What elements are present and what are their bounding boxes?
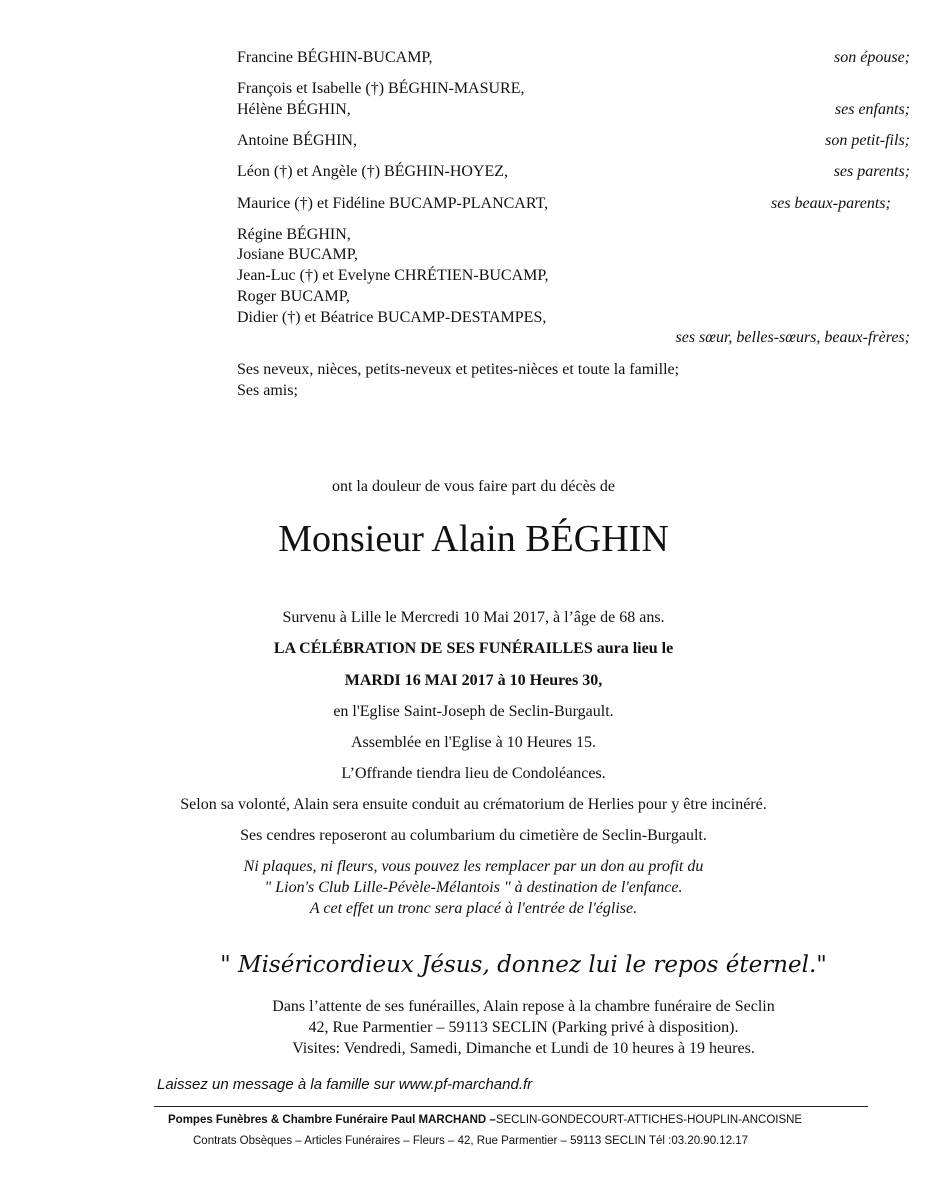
children-relation: ses enfants; xyxy=(834,101,910,118)
ceremony-title: LA CÉLÉBRATION DE SES FUNÉRAILLES aura lieu le xyxy=(273,640,674,657)
grandson-name: Antoine BÉGHIN, xyxy=(237,132,357,149)
in-laws-relation: ses beaux-parents; xyxy=(771,195,891,212)
children-line-1: François et Isabelle (†) BÉGHIN-MASURE, xyxy=(237,80,525,97)
grandson-relation: son petit-fils; xyxy=(825,132,910,149)
footer-divider xyxy=(154,1106,868,1107)
rest-line: Dans l’attente de ses funérailles, Alain repose à la chambre funéraire de Seclin xyxy=(272,998,775,1015)
sibling-line: Josiane BUCAMP, xyxy=(237,246,358,263)
company-name: Pompes Funèbres & Chambre Funéraire Paul MARCHAND – xyxy=(168,1114,496,1126)
children-line-2: Hélène BÉGHIN, xyxy=(237,101,351,118)
extended-family-line-2: Ses amis; xyxy=(237,382,298,399)
sibling-line: Roger BUCAMP, xyxy=(237,288,350,305)
ashes-note: Ses cendres reposeront au columbarium du cimetière de Seclin-Burgault. xyxy=(240,827,707,844)
siblings-relation: ses sœur, belles-sœurs, beaux-frères; xyxy=(675,329,910,346)
rest-line: 42, Rue Parmentier – 59113 SECLIN (Parking privé à disposition). xyxy=(308,1019,739,1036)
footer-company-line xyxy=(168,1114,802,1126)
donation-line: " Lion's Club Lille-Pévèle-Mélantois " à destination de l'enfance. xyxy=(264,879,683,896)
church-location: en l'Eglise Saint-Joseph de Seclin-Burgault. xyxy=(333,703,614,720)
cremation-note: Selon sa volonté, Alain sera ensuite conduit au crématorium de Herlies pour y être incinéré. xyxy=(180,796,767,813)
company-towns: SECLIN-GONDECOURT-ATTICHES-HOUPLIN-ANCOISNE xyxy=(495,1114,803,1126)
assembly-time: Assemblée en l'Eglise à 10 Heures 15. xyxy=(350,734,597,751)
spouse-relation: son épouse; xyxy=(834,49,910,66)
prayer-quote: " Miséricordieux Jésus, donnez lui le repos éternel." xyxy=(220,952,827,978)
in-laws-name: Maurice (†) et Fidéline BUCAMP-PLANCART, xyxy=(237,195,549,212)
announcement-intro: ont la douleur de vous faire part du décès de xyxy=(331,478,615,495)
sibling-line: Régine BÉGHIN, xyxy=(237,226,351,243)
rest-line: Visites: Vendredi, Samedi, Dimanche et Lundi de 10 heures à 19 heures. xyxy=(292,1040,755,1057)
sibling-line: Jean-Luc (†) et Evelyne CHRÉTIEN-BUCAMP, xyxy=(237,267,549,284)
donation-line: Ni plaques, ni fleurs, vous pouvez les remplacer par un don au profit du xyxy=(243,858,704,875)
parents-name: Léon (†) et Angèle (†) BÉGHIN-HOYEZ, xyxy=(237,163,509,180)
deceased-name: Monsieur Alain BÉGHIN xyxy=(278,518,669,560)
spouse-name: Francine BÉGHIN-BUCAMP, xyxy=(237,49,433,66)
ceremony-date: MARDI 16 MAI 2017 à 10 Heures 30, xyxy=(344,672,603,689)
donation-line: A cet effet un tronc sera placé à l'entrée de l'église. xyxy=(309,900,638,917)
sibling-line: Didier (†) et Béatrice BUCAMP-DESTAMPES, xyxy=(237,309,547,326)
website-message: Laissez un message à la famille sur www.pf-marchand.fr xyxy=(157,1076,533,1093)
extended-family-line-1: Ses neveux, nièces, petits-neveux et petites-nièces et toute la famille; xyxy=(237,361,680,378)
footer-services: Contrats Obsèques – Articles Funéraires – Fleurs – 42, Rue Parmentier – 59113 SECLIN Tél :03.20.90.12.17 xyxy=(193,1135,749,1147)
offering-note: L’Offrande tiendra lieu de Condoléances. xyxy=(341,765,606,782)
death-details: Survenu à Lille le Mercredi 10 Mai 2017, à l’âge de 68 ans. xyxy=(282,609,665,626)
parents-relation: ses parents; xyxy=(833,163,910,180)
